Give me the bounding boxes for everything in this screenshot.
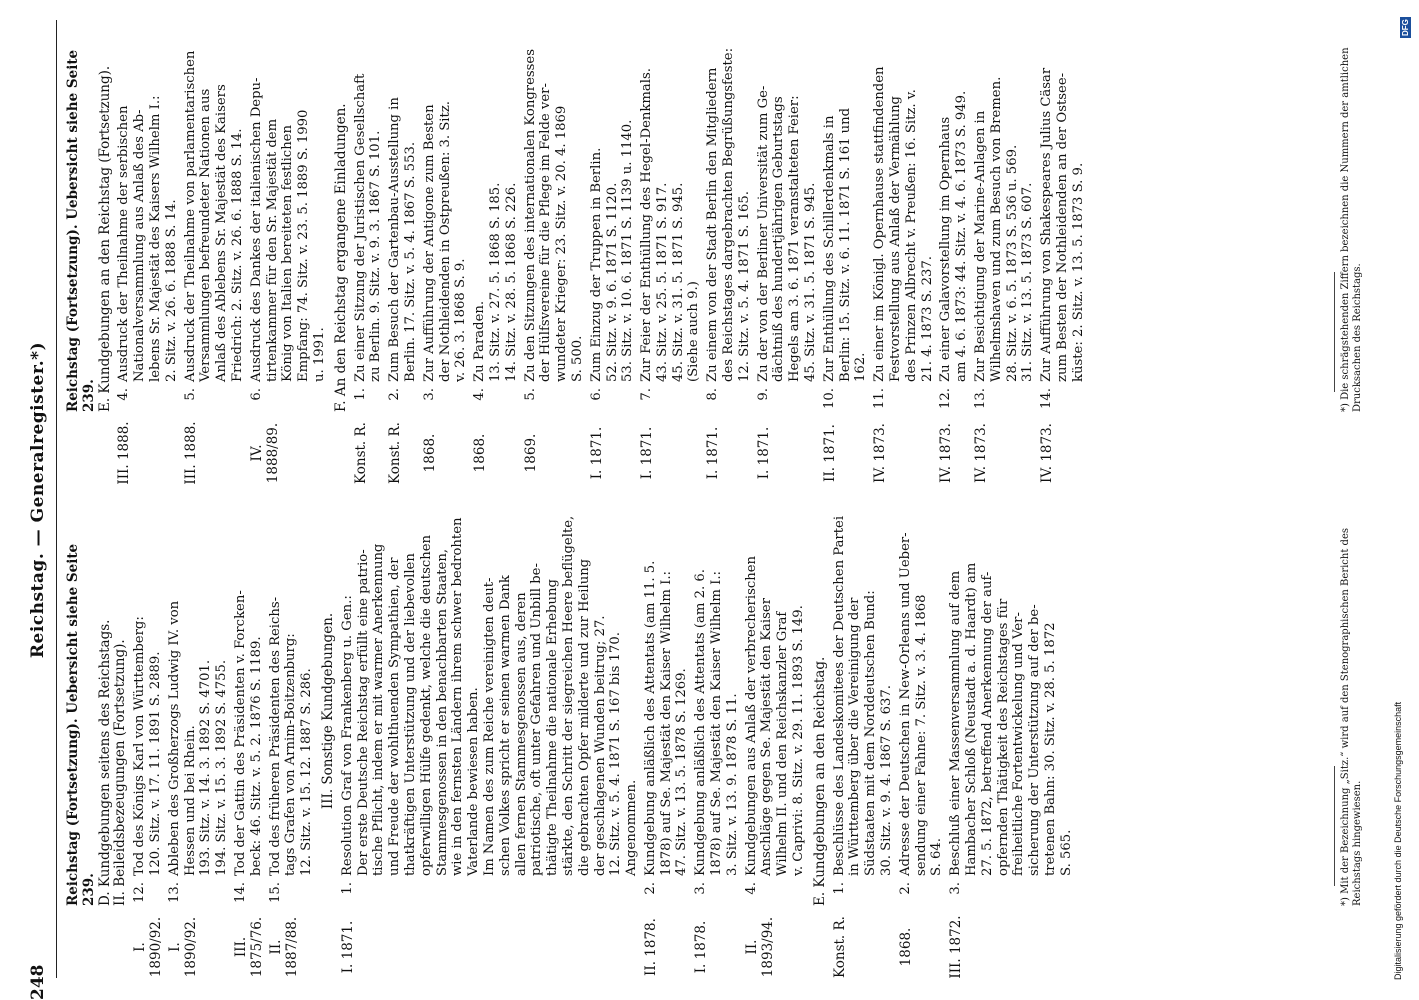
register-entry: [743, 516, 807, 978]
register-entry: [705, 22, 752, 480]
session-margin-note: II. 1887/88.: [267, 916, 300, 978]
register-entry: [872, 22, 935, 483]
entry-number: 3.: [693, 882, 709, 895]
session-margin-note: I. 1871.: [339, 920, 356, 974]
session-margin-note: 1869.: [522, 433, 539, 473]
entry-line: 193. Sitz. v. 14. 3. 1892 S. 4701.: [198, 659, 214, 876]
register-entry: [821, 22, 869, 482]
entry-number: 14.: [232, 882, 248, 903]
entry-line: 27. 5. 1872, betreffend Anerkennung der auf-: [979, 571, 995, 876]
session-margin-note: I. 1878.: [693, 920, 710, 974]
entry-line: Südstaaten mit dem Norddeutschen Bund:: [863, 590, 879, 876]
entry-line: 120. Sitz. v. 17. 11. 1891 S. 2889.: [147, 651, 163, 876]
entry-line: tirtenkammer für den Sr. Majestät dem: [264, 118, 280, 382]
page-title: Reichstag. — Generalregister.*): [28, 341, 48, 659]
entry-line: Hambacher Schloß (Neustadt a. d. Haardt) am: [964, 562, 980, 876]
entry-line: lebens Sr. Majestät des Kaisers Wilhelm I.:: [147, 95, 163, 382]
subsection-heading: II. Beileidsbezeugungen (Fortsetzung).: [112, 639, 129, 906]
entry-line: 1878) auf Se. Majestät den Kaiser Wilhelm I.:: [709, 571, 725, 876]
session-margin-note: II. 1878.: [642, 918, 659, 976]
entry-number: 1.: [352, 388, 368, 401]
entry-line: 43. Sitz. v. 25. 5. 1871 S. 917.: [654, 182, 670, 382]
session-margin-note: Konst. R.: [352, 422, 369, 484]
entry-line: Beschluß einer Massenversammlung auf dem: [948, 570, 964, 876]
entry-number: 5.: [182, 388, 198, 401]
entry-line: Zur Enthüllung des Schillerdenkmals in: [821, 115, 837, 382]
entry-line: am 4. 6. 1873: 44. Sitz. v. 4. 6. 1873 S. 949.: [954, 90, 970, 382]
session-margin-note: IV. 1873.: [872, 423, 889, 483]
entry-line: schen Volkes spricht er seinen warmen Dank: [497, 575, 513, 876]
register-entry: [588, 22, 636, 480]
entry-line: 12. Sitz. v. 15. 12. 1887 S. 286.: [299, 668, 315, 876]
entry-line: beck: 46. Sitz. v. 5. 2. 1876 S. 1189.: [248, 636, 264, 876]
session-margin-note: IV. 1873.: [1039, 423, 1056, 483]
entry-line: und Freude der wohlthuenden Sympathien, der: [387, 557, 403, 876]
entry-line: Berlin. 17. Sitz. v. 5. 4. 1867 S. 553.: [402, 141, 418, 382]
entry-line: thätigte Theilnahme die nationale Erhebung: [545, 579, 561, 876]
session-margin-note: I. 1871.: [639, 426, 656, 480]
session-margin-note: 1868.: [472, 433, 489, 473]
page-number: 248: [28, 964, 48, 1000]
entry-number: 11.: [872, 388, 888, 409]
entry-line: 14. Sitz. v. 28. 5. 1868 S. 226.: [503, 182, 519, 382]
entry-line: 13. Sitz. v. 27. 5. 1868 S. 185.: [487, 182, 503, 382]
session-margin-note: Konst. R.: [387, 422, 404, 484]
register-entry: [938, 22, 970, 483]
entry-line: (Siehe auch 9.): [686, 281, 702, 382]
entry-line: Empfang: 74. Sitz. v. 23. 5. 1889 S. 1990: [296, 109, 312, 382]
entry-line: Hegels am 3. 6. 1871 veranstalteten Feier:: [787, 95, 803, 382]
entry-line: Hessen und bei Rhein.: [182, 725, 198, 876]
dfg-logo: DFG: [1401, 19, 1410, 36]
entry-line: des Reichstages dargebrachten Begrüßungsfeste:: [721, 47, 737, 382]
footnote: *) Die schrägstehenden Ziffern bezeichnen die Nummern der amtlichen Drucksachen des Reichstags.: [1340, 47, 1363, 412]
entry-number: 6.: [588, 388, 604, 401]
entry-line: Ausdruck der Theilnahme von parlamentarischen: [182, 50, 198, 382]
register-entry: [166, 516, 230, 978]
entry-line: Ausdruck der Theilnahme der serbischen: [116, 105, 132, 382]
entry-line: tretenen Bahn: 30. Sitz. v. 28. 5. 1872: [1043, 622, 1059, 876]
entry-line: Zur Besichtigung der Marine-Anlagen in: [973, 110, 989, 382]
entry-line: küste: 2. Sitz. v. 13. 5. 1873 S. 9.: [1070, 162, 1086, 382]
entry-number: 12.: [132, 882, 148, 903]
entry-number: 4.: [472, 388, 488, 401]
register-entry: [267, 516, 315, 978]
entry-line: Anlaß des Ablebens Sr. Majestät des Kaisers: [214, 84, 230, 382]
entry-line: S. 64.: [929, 838, 945, 876]
entry-line: Friedrich: 2. Sitz. v. 26. 6. 1888 S. 14.: [229, 128, 245, 382]
entry-line: Stammesgenossen in den benachbarten Staaten,: [434, 548, 450, 876]
entry-line: Zu einer Galavorstellung im Opernhaus: [938, 116, 954, 382]
register-entry: [755, 22, 819, 480]
entry-line: Zur Aufführung von Shakespeares Julius Cäsar: [1039, 67, 1055, 382]
register-entry: [232, 516, 265, 978]
entry-line: Im Namen des zum Reiche vereinigten deut-: [481, 577, 497, 876]
entry-line: opfernden Thätigkeit des Reichstages für: [995, 598, 1011, 876]
session-margin-note: Konst. R.: [831, 916, 848, 978]
section-heading-e: E. Kundgebungen an den Reichstag.: [811, 656, 828, 906]
entry-line: Ableben des Großherzogs Ludwig IV. von: [166, 600, 182, 876]
entry-line: der geschlagenen Wunden beitrug; 27.: [592, 615, 608, 876]
entry-line: Festvorstellung aus Anlaß der Vermählung: [888, 95, 904, 382]
entry-line: Zu den Sitzungen des internationalen Kongresses: [522, 49, 538, 382]
entry-line: 47. Sitz. v. 13. 5. 1878 S. 1269.: [674, 668, 690, 876]
entry-line: Zur Feier der Enthüllung des Hegel-Denkmals.: [639, 68, 655, 382]
entry-number: 4.: [116, 388, 132, 401]
register-entry: [421, 22, 469, 473]
continuation-heading: Reichstag (Fortsetzung). Uebersicht siehe Seite 239.: [65, 49, 97, 412]
register-entry: [248, 22, 328, 484]
page-header: [28, 0, 54, 1000]
entry-line: Zu Paraden.: [472, 300, 488, 382]
entry-line: S. 500.: [569, 335, 585, 382]
entry-number: 8.: [705, 388, 721, 401]
register-entry: [639, 22, 702, 480]
entry-line: 28. Sitz. v. 6. 5. 1873 S. 536 u. 569.: [1004, 144, 1020, 382]
entry-line: 31. Sitz. v. 13. 5. 1873 S. 607.: [1020, 182, 1036, 382]
entry-line: 12. Sitz. v. 5. 4. 1871 S. 165.: [736, 191, 752, 382]
entry-line: 2. Sitz. v. 26. 6. 1888 S. 14.: [163, 199, 179, 382]
entry-line: Anschläge gegen Se. Majestät den Kaiser: [759, 598, 775, 876]
entry-line: der Nothleidenden in Ostpreußen: 3. Sitz.: [437, 101, 453, 382]
entry-line: Berlin: 15. Sitz. v. 6. 11. 1871 S. 161 und: [837, 107, 853, 382]
entry-line: S. 565.: [1058, 829, 1074, 876]
session-margin-note: I. 1871.: [705, 426, 722, 480]
entry-number: 2.: [387, 388, 403, 401]
entry-line: Ausdruck des Dankes der italienischen Depu-: [248, 77, 264, 382]
entry-line: Zu einem von der Stadt Berlin den Mitgliedern: [705, 67, 721, 382]
entry-number: 2.: [642, 882, 658, 895]
register-entry: [352, 22, 385, 484]
entry-line: 30. Sitz. v. 9. 4. 1867 S. 637.: [879, 685, 895, 876]
header-rule: [56, 20, 57, 978]
entry-line: Kundgebung anläßlich des Attentats (am 11. 5.: [642, 560, 658, 876]
section-heading-iii: III. Sonstige Kundgebungen.: [319, 612, 336, 810]
funding-note: Digitalisierung gefördert durch die Deutsche Forschungsgemeinschaft: [1393, 701, 1403, 980]
session-margin-note: IV. 1873.: [938, 423, 955, 483]
entry-number: 13.: [166, 882, 182, 903]
continuation-heading: Reichstag (Fortsetzung). Uebersicht siehe Seite 239.: [65, 543, 97, 906]
footnote-rule: [1334, 766, 1335, 886]
entry-number: 2.: [897, 882, 913, 895]
session-margin-note: I. 1871.: [755, 426, 772, 480]
session-margin-note: III. 1888.: [116, 421, 133, 485]
entry-line: 3. Sitz. v. 13. 9. 1878 S. 11.: [724, 693, 740, 876]
entry-line: Resolution Graf von Frankenberg u. Gen.:: [339, 595, 355, 876]
entry-number: 7.: [639, 388, 655, 401]
entry-line: Zu einer Sitzung der Juristischen Gesellschaft: [352, 73, 368, 382]
column-text: [65, 515, 1075, 979]
section-heading-f: F. An den Reichstag ergangene Einladungen.: [332, 103, 349, 412]
session-margin-note: I. 1890/92.: [166, 916, 199, 978]
entry-line: des Prinzen Albrecht v. Preußen: 16. Sitz. v.: [903, 89, 919, 382]
entry-line: allen fernen Stammesgenossen aus, deren: [513, 592, 529, 876]
session-margin-note: II. 1871.: [821, 424, 838, 482]
register-entry: [116, 22, 179, 485]
entry-number: 13.: [973, 388, 989, 409]
entry-line: Wilhelmshaven und zum Besuch von Bremen.: [988, 76, 1004, 382]
register-entry: [182, 22, 246, 485]
entry-line: v. 26. 3. 1868 S. 9.: [453, 258, 469, 382]
footnote: *) Mit der Bezeichnung „Sitz.“ wird auf den Stenographischen Bericht des Reichstags hingewiesen.: [1340, 528, 1363, 906]
entry-line: Versammlungen befreundeter Nationen aus: [198, 88, 214, 382]
register-entry: [693, 516, 740, 974]
entry-line: Kundgebungen aus Anlaß der verbrecherischen: [743, 555, 759, 876]
entry-line: wie in den fernsten Ländern ihrem schwer bedrohten: [450, 517, 466, 876]
entry-line: Kundgebung anläßlich des Attentats (am 2. 6.: [693, 569, 709, 876]
entry-line: in Württemberg über die Vereinigung der: [847, 597, 863, 876]
entry-number: 3.: [421, 388, 437, 401]
entry-line: Wilhelm II. und den Reichskanzler Graf: [775, 611, 791, 876]
entry-number: 10.: [821, 388, 837, 409]
session-margin-note: IV. 1888/89.: [248, 422, 281, 484]
register-entry: [831, 515, 895, 978]
register-entry: [339, 515, 640, 974]
entry-line: 21. 4. 1873 S. 237.: [919, 255, 935, 382]
entry-line: Zum Einzug der Truppen in Berlin.: [588, 147, 604, 382]
entry-number: 15.: [267, 882, 283, 903]
entry-line: Tod des Königs Karl von Württemberg:: [132, 616, 148, 876]
entry-number: 14.: [1039, 388, 1055, 409]
entry-line: Angenommen.: [624, 779, 640, 876]
entry-line: 12. Sitz. v. 5. 4. 1871 S. 167 bis 170.: [608, 632, 624, 876]
entry-line: 53. Sitz. v. 10. 6. 1871 S. 1139 u. 1140.: [620, 119, 636, 382]
column-text: [65, 22, 1087, 485]
entry-line: Nationalversammlung aus Anlaß des Ab-: [132, 109, 148, 382]
footnote-rule: [1334, 272, 1335, 392]
entry-line: sendung einer Fahne: 7. Sitz. v. 3. 4. 1868: [913, 594, 929, 876]
session-margin-note: 1868.: [897, 927, 914, 967]
entry-line: Vaterlande bewiesen haben.: [466, 687, 482, 876]
entry-line: tags Grafen von Arnim-Boitzenburg:: [283, 633, 299, 876]
entry-line: 52. Sitz. v. 9. 6. 1871 S. 1120.: [604, 182, 620, 382]
entry-number: 4.: [743, 882, 759, 895]
entry-line: Beschlüsse des Landeskomitees der Deutschen Partei: [831, 515, 847, 876]
session-margin-note: IV. 1873.: [973, 423, 990, 483]
session-margin-note: III. 1872.: [948, 915, 965, 979]
entry-line: 162.: [853, 352, 869, 382]
entry-number: 12.: [938, 388, 954, 409]
entry-line: Tod des früheren Präsidenten des Reichs-: [267, 596, 283, 876]
entry-line: die gebrachten Opfer milderte und zur Heilung: [576, 558, 592, 876]
entry-line: Zur Aufführung der Antigone zum Besten: [421, 104, 437, 382]
entry-line: 45. Sitz. v. 31. 5. 1871 S. 945.: [803, 182, 819, 382]
entry-line: Zu der von der Berliner Universität zum Ge-: [755, 85, 771, 382]
entry-line: König von Italien bereiteten festlichen: [280, 125, 296, 382]
entry-line: der Hülfsvereine für die Pflege im Felde ver-: [538, 83, 554, 382]
session-margin-note: I. 1890/92.: [132, 916, 165, 978]
register-entry: [973, 22, 1036, 483]
session-margin-note: III. 1875/76.: [232, 916, 265, 978]
entry-line: thatkräftigen Unterstützung und der liebevollen: [402, 553, 418, 876]
entry-line: Der erste Deutsche Reichstag erfüllt eine patrio-: [355, 549, 371, 876]
entry-number: 1.: [339, 882, 355, 895]
session-margin-note: I. 1871.: [588, 426, 605, 480]
entry-line: u. 1991.: [311, 327, 327, 382]
register-entry: [948, 516, 1074, 979]
session-margin-note: II. 1893/94.: [743, 916, 776, 978]
entry-line: zum Besten der Nothleidenden an der Ostsee-: [1055, 72, 1071, 382]
entry-line: stärkte, den Schritt der siegreichen Heere beflügelte,: [560, 515, 576, 876]
entry-number: 9.: [755, 388, 771, 401]
register-entry: [522, 22, 586, 473]
entry-line: wundeter Krieger: 23. Sitz. v. 20. 4. 1869: [554, 105, 570, 382]
register-entry: [472, 22, 519, 473]
entry-line: 1878) auf Se. Majestät den Kaiser Wilhelm I.:: [658, 571, 674, 876]
register-entry: [1039, 22, 1086, 483]
section-heading-d: D. Kundgebungen seitens des Reichstags.: [96, 619, 113, 906]
section-heading-e: E. Kundgebungen an den Reichstag (Fortsetzung).: [96, 65, 113, 412]
entry-number: 5.: [522, 388, 538, 401]
entry-line: opferwilligen Hülfe gedenkt, welche die deutschen: [418, 534, 434, 876]
register-entry: [132, 516, 165, 978]
register-entry: [387, 22, 419, 484]
session-margin-note: 1868.: [421, 433, 438, 473]
entry-number: 6.: [248, 388, 264, 401]
entry-line: sicherung der Unterstützung auf der be-: [1027, 604, 1043, 876]
entry-line: tische Pflicht, indem er mit warmer Anerkennung: [371, 543, 387, 876]
entry-line: v. Caprivi: 8. Sitz. v. 29. 11. 1893 S. 149.: [791, 605, 807, 876]
entry-number: 3.: [948, 882, 964, 895]
entry-line: zu Berlin. 9. Sitz. v. 9. 3. 1867 S. 101.: [368, 130, 384, 382]
entry-line: patriotische, oft unter Gefahren und Unbill be-: [529, 563, 545, 876]
entry-number: 1.: [831, 882, 847, 895]
entry-line: freiheitliche Fortentwickelung und Ver-: [1011, 612, 1027, 876]
entry-line: Zu einer im Königl. Opernhause stattfindenden: [872, 66, 888, 382]
entry-line: 194. Sitz. v. 15. 3. 1892 S. 4755.: [214, 659, 230, 876]
entry-line: Tod der Gattin des Präsidenten v. Forcken-: [232, 590, 248, 876]
register-entry: [642, 516, 690, 976]
entry-line: dächtniß des hundertjährigen Geburtstags: [771, 96, 787, 382]
register-entry: [897, 516, 945, 967]
entry-line: 45. Sitz. v. 31. 5. 1871 S. 945.: [670, 182, 686, 382]
entry-line: Adresse der Deutschen in New-Orleans und Ueber-: [897, 532, 913, 876]
session-margin-note: III. 1888.: [182, 421, 199, 485]
entry-line: Zum Besuch der Gartenbau-Ausstellung in: [387, 97, 403, 382]
